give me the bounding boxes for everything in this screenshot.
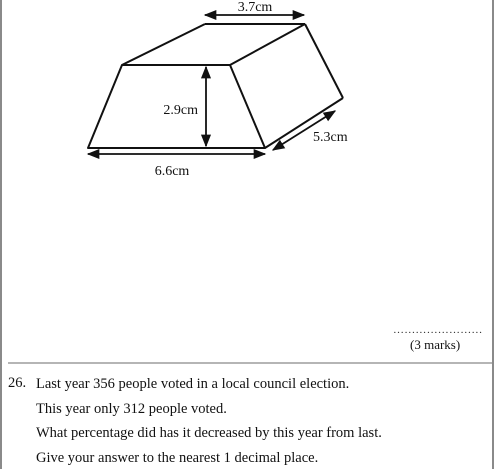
question-line: What percentage did has it decreased by this year from last.: [36, 424, 382, 449]
question-divider: [8, 362, 492, 364]
height-label: 2.9cm: [163, 103, 198, 118]
question-line: Last year 356 people voted in a local council election.: [36, 375, 382, 400]
prism-back-right-slant: [305, 24, 343, 98]
depth-label: 5.3cm: [313, 130, 348, 145]
question-number: 26.: [8, 375, 26, 392]
trapezoidal-prism-diagram: [0, 0, 500, 200]
prism-top-left-edge: [122, 24, 205, 65]
top-length-label: 3.7cm: [238, 0, 273, 15]
question-line: This year only 312 people voted.: [36, 400, 382, 425]
answer-line: ……………………: [393, 324, 483, 336]
marks-label: (3 marks): [410, 337, 460, 353]
question-text: [36, 375, 382, 473]
prism-top-right-edge: [230, 24, 305, 65]
question-line: Give your answer to the nearest 1 decimal place.: [36, 449, 382, 473]
base-length-label: 6.6cm: [155, 164, 190, 179]
